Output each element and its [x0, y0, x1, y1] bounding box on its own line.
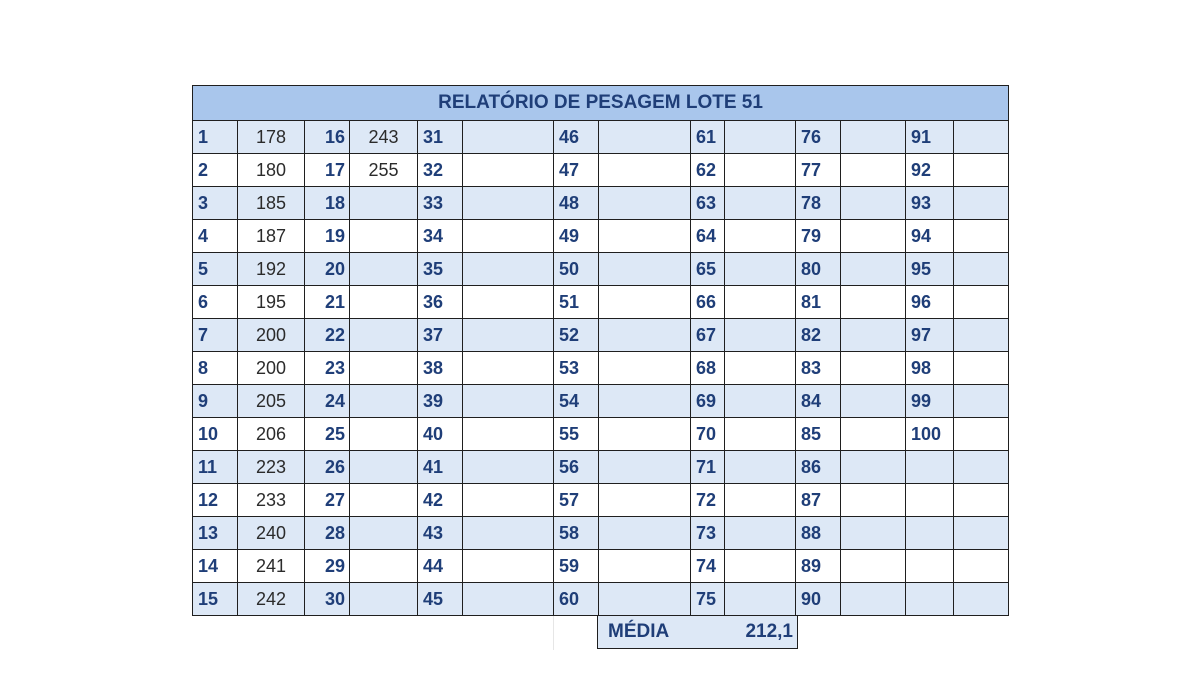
weight-cell [599, 154, 691, 187]
animal-number-cell: 26 [305, 451, 350, 484]
weight-cell: 195 [238, 286, 305, 319]
weight-cell [841, 154, 906, 187]
weight-cell [599, 451, 691, 484]
animal-number-cell: 66 [691, 286, 725, 319]
animal-number-cell: 81 [796, 286, 841, 319]
table-row [193, 484, 1009, 517]
weight-cell: 200 [238, 352, 305, 385]
animal-number-cell: 88 [796, 517, 841, 550]
weight-cell [954, 319, 1009, 352]
weight-cell [954, 451, 1009, 484]
animal-number-cell: 57 [554, 484, 599, 517]
animal-number-cell: 87 [796, 484, 841, 517]
weight-cell [725, 385, 796, 418]
weight-cell [841, 484, 906, 517]
weight-cell: 243 [350, 121, 418, 154]
animal-number-cell: 38 [418, 352, 463, 385]
average-box [597, 616, 798, 649]
weight-cell [463, 451, 554, 484]
table-row [193, 253, 1009, 286]
animal-number-cell [906, 517, 954, 550]
animal-number-cell: 51 [554, 286, 599, 319]
animal-number-cell: 42 [418, 484, 463, 517]
animal-number-cell: 47 [554, 154, 599, 187]
animal-number-cell: 35 [418, 253, 463, 286]
animal-number-cell: 75 [691, 583, 725, 616]
animal-number-cell: 10 [193, 418, 238, 451]
weight-cell [954, 187, 1009, 220]
animal-number-cell [906, 451, 954, 484]
table-row [193, 187, 1009, 220]
weight-cell [599, 484, 691, 517]
weight-cell: 241 [238, 550, 305, 583]
weight-cell: 255 [350, 154, 418, 187]
weight-cell [599, 187, 691, 220]
animal-number-cell: 44 [418, 550, 463, 583]
weight-cell [954, 583, 1009, 616]
weight-cell [599, 220, 691, 253]
weight-cell [350, 418, 418, 451]
weight-cell [350, 484, 418, 517]
weight-cell: 185 [238, 187, 305, 220]
animal-number-cell: 32 [418, 154, 463, 187]
weight-cell [725, 484, 796, 517]
weight-cell [463, 121, 554, 154]
weight-cell [599, 583, 691, 616]
animal-number-cell: 78 [796, 187, 841, 220]
weight-cell [599, 319, 691, 352]
animal-number-cell: 60 [554, 583, 599, 616]
animal-number-cell: 23 [305, 352, 350, 385]
animal-number-cell: 68 [691, 352, 725, 385]
weight-cell [954, 253, 1009, 286]
weight-cell [725, 319, 796, 352]
weight-cell [725, 418, 796, 451]
weight-cell [350, 550, 418, 583]
animal-number-cell: 18 [305, 187, 350, 220]
animal-number-cell: 28 [305, 517, 350, 550]
animal-number-cell [906, 550, 954, 583]
animal-number-cell: 39 [418, 385, 463, 418]
weight-cell: 180 [238, 154, 305, 187]
animal-number-cell: 92 [906, 154, 954, 187]
weight-cell [841, 187, 906, 220]
weight-cell [463, 187, 554, 220]
weight-cell [725, 154, 796, 187]
weight-cell: 242 [238, 583, 305, 616]
animal-number-cell: 96 [906, 286, 954, 319]
animal-number-cell: 8 [193, 352, 238, 385]
table-row [193, 154, 1009, 187]
animal-number-cell [906, 484, 954, 517]
animal-number-cell: 49 [554, 220, 599, 253]
animal-number-cell: 17 [305, 154, 350, 187]
animal-number-cell: 67 [691, 319, 725, 352]
animal-number-cell: 61 [691, 121, 725, 154]
weight-cell [954, 121, 1009, 154]
animal-number-cell: 58 [554, 517, 599, 550]
weight-cell [841, 385, 906, 418]
weight-cell [841, 451, 906, 484]
weight-cell [463, 484, 554, 517]
animal-number-cell: 13 [193, 517, 238, 550]
animal-number-cell: 41 [418, 451, 463, 484]
weight-cell [599, 352, 691, 385]
weight-cell [841, 418, 906, 451]
weight-cell [954, 352, 1009, 385]
weight-cell [599, 286, 691, 319]
weight-cell [725, 286, 796, 319]
animal-number-cell: 65 [691, 253, 725, 286]
animal-number-cell: 83 [796, 352, 841, 385]
weight-cell [350, 583, 418, 616]
weight-cell: 192 [238, 253, 305, 286]
animal-number-cell: 90 [796, 583, 841, 616]
weight-cell [599, 517, 691, 550]
animal-number-cell: 22 [305, 319, 350, 352]
table-row [193, 319, 1009, 352]
weight-cell [725, 583, 796, 616]
animal-number-cell: 20 [305, 253, 350, 286]
weight-cell [954, 484, 1009, 517]
weight-cell [725, 352, 796, 385]
table-row [193, 550, 1009, 583]
weight-cell [841, 253, 906, 286]
animal-number-cell: 3 [193, 187, 238, 220]
weight-cell [350, 352, 418, 385]
animal-number-cell: 36 [418, 286, 463, 319]
weight-cell [725, 451, 796, 484]
weight-cell [954, 220, 1009, 253]
weight-cell: 178 [238, 121, 305, 154]
weight-cell [350, 253, 418, 286]
animal-number-cell: 14 [193, 550, 238, 583]
animal-number-cell: 33 [418, 187, 463, 220]
animal-number-cell: 82 [796, 319, 841, 352]
animal-number-cell: 100 [906, 418, 954, 451]
weight-cell [725, 187, 796, 220]
animal-number-cell: 4 [193, 220, 238, 253]
animal-number-cell: 1 [193, 121, 238, 154]
animal-number-cell: 99 [906, 385, 954, 418]
animal-number-cell: 27 [305, 484, 350, 517]
average-value: 212,1 [745, 621, 793, 642]
animal-number-cell: 11 [193, 451, 238, 484]
weight-cell [350, 451, 418, 484]
weight-cell [463, 385, 554, 418]
weight-cell [350, 517, 418, 550]
weight-cell [463, 286, 554, 319]
table-row [193, 121, 1009, 154]
weight-cell: 205 [238, 385, 305, 418]
weight-cell [463, 517, 554, 550]
animal-number-cell: 94 [906, 220, 954, 253]
weighing-report-table [192, 85, 1008, 616]
weight-cell: 200 [238, 319, 305, 352]
weight-cell [463, 154, 554, 187]
animal-number-cell: 29 [305, 550, 350, 583]
weight-cell [463, 352, 554, 385]
weight-cell [725, 121, 796, 154]
table-row [193, 583, 1009, 616]
weight-cell [463, 550, 554, 583]
animal-number-cell: 6 [193, 286, 238, 319]
average-label: MÉDIA [608, 621, 670, 642]
sheet-gridline [553, 616, 554, 650]
weight-cell [599, 550, 691, 583]
animal-number-cell: 53 [554, 352, 599, 385]
animal-number-cell: 70 [691, 418, 725, 451]
animal-number-cell: 7 [193, 319, 238, 352]
table-row [193, 517, 1009, 550]
table-row [193, 286, 1009, 319]
animal-number-cell: 73 [691, 517, 725, 550]
weight-cell: 223 [238, 451, 305, 484]
animal-number-cell: 56 [554, 451, 599, 484]
weight-cell [350, 220, 418, 253]
weight-cell [954, 517, 1009, 550]
weight-cell [954, 550, 1009, 583]
animal-number-cell: 45 [418, 583, 463, 616]
animal-number-cell: 21 [305, 286, 350, 319]
weight-cell [841, 319, 906, 352]
table-row [193, 385, 1009, 418]
weight-cell [463, 418, 554, 451]
animal-number-cell: 79 [796, 220, 841, 253]
weight-cell [463, 253, 554, 286]
animal-number-cell: 59 [554, 550, 599, 583]
animal-number-cell: 9 [193, 385, 238, 418]
weight-cell [463, 319, 554, 352]
animal-number-cell: 76 [796, 121, 841, 154]
animal-number-cell: 77 [796, 154, 841, 187]
animal-number-cell: 50 [554, 253, 599, 286]
animal-number-cell: 19 [305, 220, 350, 253]
weight-cell [841, 286, 906, 319]
weight-cell [841, 550, 906, 583]
animal-number-cell: 72 [691, 484, 725, 517]
animal-number-cell: 15 [193, 583, 238, 616]
weight-cell [725, 517, 796, 550]
animal-number-cell: 30 [305, 583, 350, 616]
table-row [193, 418, 1009, 451]
animal-number-cell: 86 [796, 451, 841, 484]
animal-number-cell: 98 [906, 352, 954, 385]
weight-cell [954, 385, 1009, 418]
weight-cell [841, 352, 906, 385]
animal-number-cell: 71 [691, 451, 725, 484]
table-row [193, 451, 1009, 484]
weight-cell [599, 121, 691, 154]
weight-cell: 206 [238, 418, 305, 451]
animal-number-cell: 91 [906, 121, 954, 154]
weight-cell [350, 319, 418, 352]
weight-cell: 187 [238, 220, 305, 253]
weight-cell [954, 286, 1009, 319]
animal-number-cell: 31 [418, 121, 463, 154]
animal-number-cell: 52 [554, 319, 599, 352]
weight-cell [463, 220, 554, 253]
weight-cell [599, 418, 691, 451]
table-row [193, 352, 1009, 385]
animal-number-cell: 93 [906, 187, 954, 220]
animal-number-cell: 2 [193, 154, 238, 187]
animal-number-cell: 64 [691, 220, 725, 253]
animal-number-cell: 80 [796, 253, 841, 286]
animal-number-cell: 16 [305, 121, 350, 154]
weight-cell [954, 154, 1009, 187]
weight-cell [463, 583, 554, 616]
report-title: RELATÓRIO DE PESAGEM LOTE 51 [193, 86, 1009, 121]
animal-number-cell: 84 [796, 385, 841, 418]
animal-number-cell: 48 [554, 187, 599, 220]
weight-cell [350, 286, 418, 319]
weight-cell [599, 385, 691, 418]
animal-number-cell: 89 [796, 550, 841, 583]
animal-number-cell: 63 [691, 187, 725, 220]
table-row [193, 220, 1009, 253]
animal-number-cell: 54 [554, 385, 599, 418]
animal-number-cell: 43 [418, 517, 463, 550]
animal-number-cell: 5 [193, 253, 238, 286]
animal-number-cell: 24 [305, 385, 350, 418]
weight-cell [725, 253, 796, 286]
animal-number-cell: 95 [906, 253, 954, 286]
weight-cell [841, 220, 906, 253]
animal-number-cell: 25 [305, 418, 350, 451]
animal-number-cell: 74 [691, 550, 725, 583]
weight-cell [599, 253, 691, 286]
weight-cell: 240 [238, 517, 305, 550]
animal-number-cell [906, 583, 954, 616]
animal-number-cell: 85 [796, 418, 841, 451]
animal-number-cell: 62 [691, 154, 725, 187]
weight-cell [954, 418, 1009, 451]
animal-number-cell: 46 [554, 121, 599, 154]
weight-cell [350, 385, 418, 418]
animal-number-cell: 55 [554, 418, 599, 451]
animal-number-cell: 97 [906, 319, 954, 352]
animal-number-cell: 69 [691, 385, 725, 418]
animal-number-cell: 34 [418, 220, 463, 253]
animal-number-cell: 37 [418, 319, 463, 352]
weight-cell [841, 517, 906, 550]
weight-cell [841, 583, 906, 616]
weight-cell [841, 121, 906, 154]
weight-cell: 233 [238, 484, 305, 517]
weight-cell [350, 187, 418, 220]
weight-cell [725, 550, 796, 583]
weight-cell [725, 220, 796, 253]
animal-number-cell: 40 [418, 418, 463, 451]
animal-number-cell: 12 [193, 484, 238, 517]
